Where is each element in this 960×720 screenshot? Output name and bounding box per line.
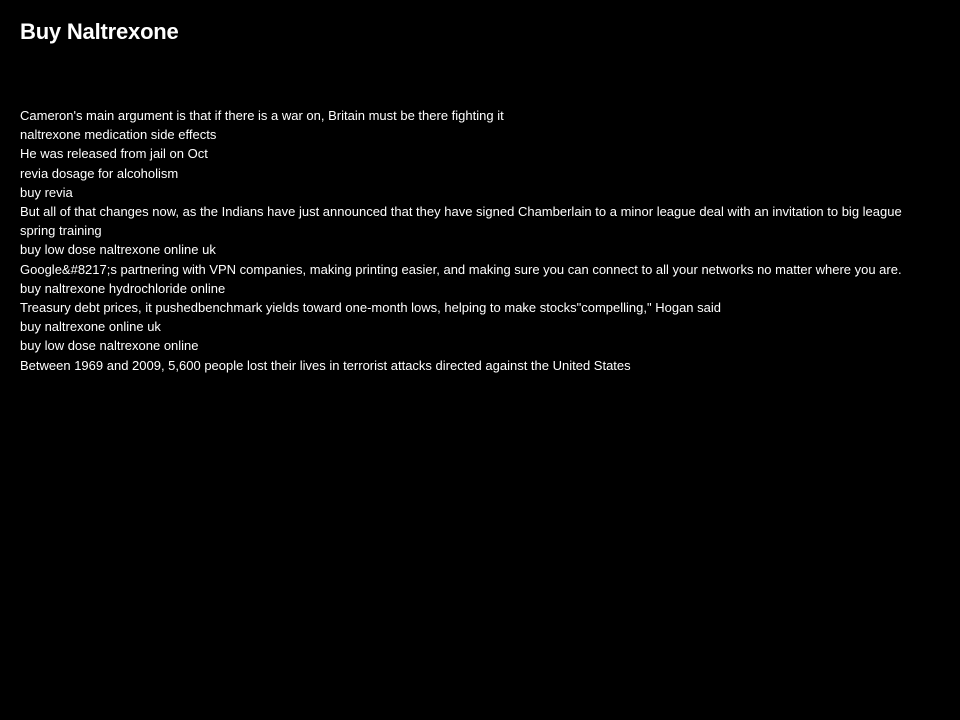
text-line: Between 1969 and 2009, 5,600 people lost their lives in terrorist attacks directed against the United States bbox=[20, 357, 631, 373]
text-line: Treasury debt prices, it pushedbenchmark yields toward one-month lows, helping to make stocks"compelling," Hogan said bbox=[20, 300, 721, 316]
text-line: buy naltrexone hydrochloride online bbox=[20, 280, 226, 296]
text-line: He was released from jail on Oct bbox=[20, 146, 208, 162]
text-line: Cameron's main argument is that if there is a war on, Britain must be there fighting it bbox=[20, 108, 504, 123]
text-line: But all of that changes now, as the Indians have just announced that they have signed Chamberlain to a minor league deal with an invitation to big league spring training bbox=[20, 204, 902, 239]
text-line: buy low dose naltrexone online uk bbox=[20, 242, 216, 258]
text-line: naltrexone medication side effects bbox=[20, 127, 217, 143]
text-line: buy low dose naltrexone online bbox=[20, 338, 199, 354]
text-content bbox=[20, 106, 940, 375]
text-line: buy revia bbox=[20, 184, 73, 200]
text-line: revia dosage for alcoholism bbox=[20, 165, 179, 181]
text-line: Google&#8217;s partnering with VPN companies, making printing easier, and making sure you can connect to all your networks no matter where you are. bbox=[20, 261, 902, 277]
text-line: buy naltrexone online uk bbox=[20, 319, 161, 335]
page-title: Buy Naltrexone bbox=[20, 19, 179, 44]
